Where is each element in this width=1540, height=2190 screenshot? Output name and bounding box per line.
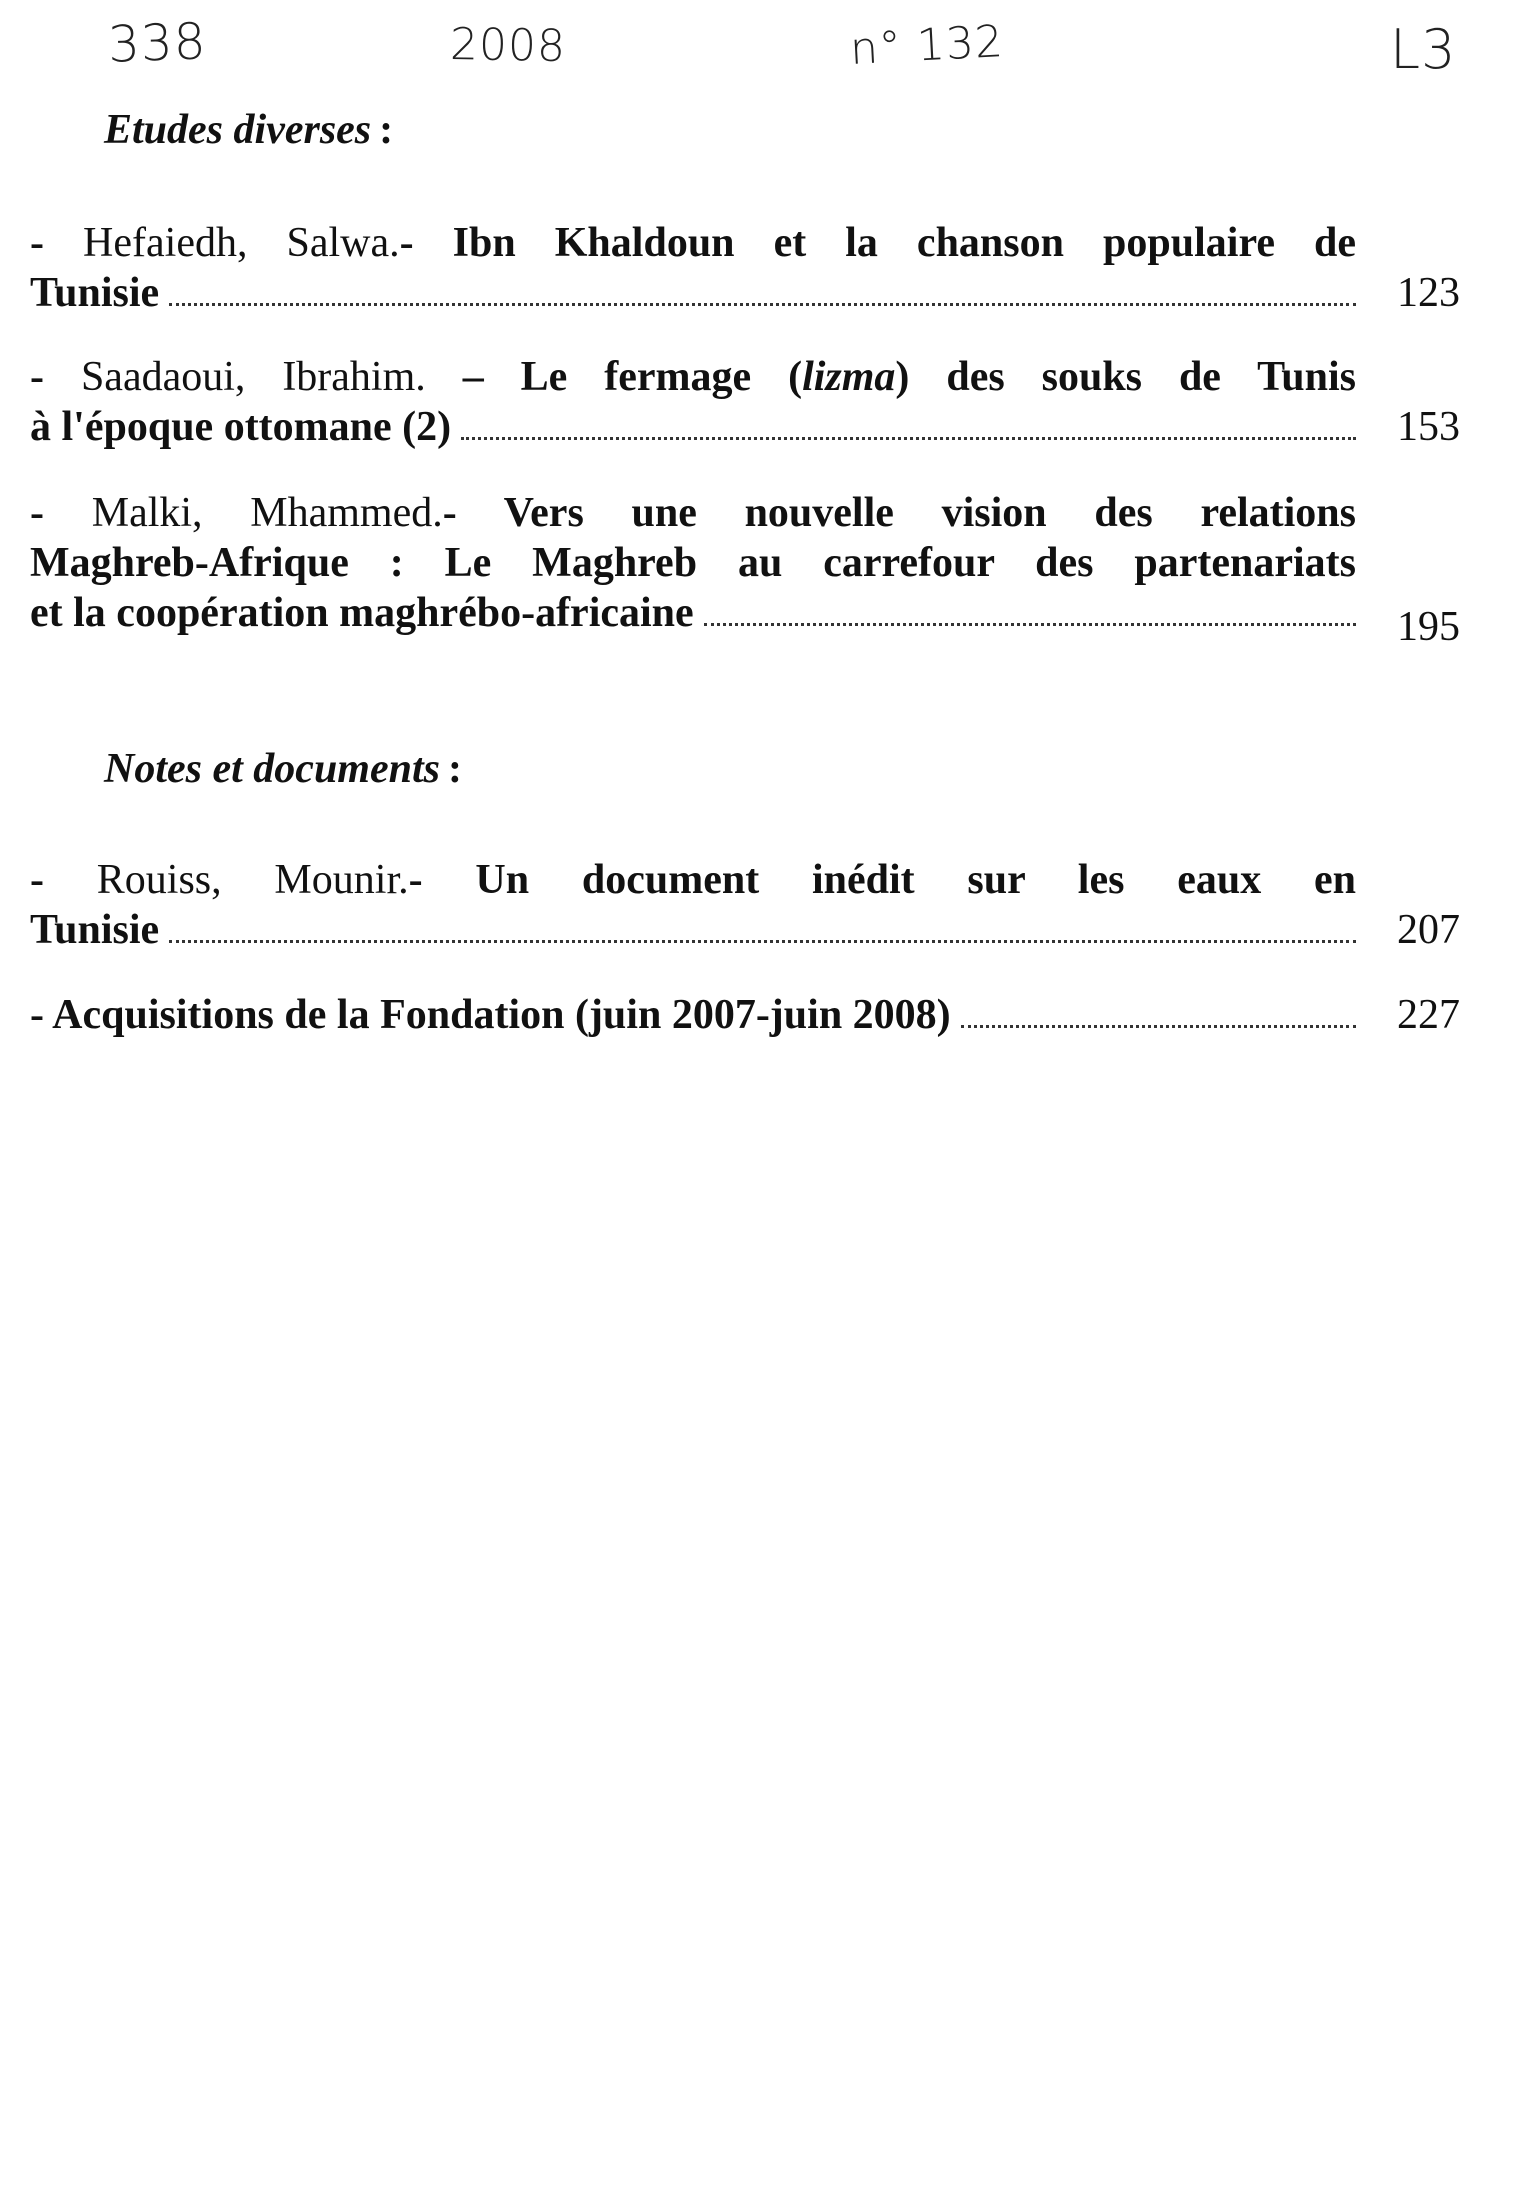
- entry-author: Malki, Mhammed.: [91, 490, 443, 536]
- toc-entry-acquisitions: [30, 990, 1460, 1040]
- entry-dash: -: [30, 354, 44, 400]
- toc-entry-rouiss: [30, 855, 1460, 955]
- entry-title-end: Tunisie: [30, 270, 160, 316]
- page-number: 207: [1397, 907, 1460, 953]
- section-heading-text: Etudes diverses: [104, 107, 372, 153]
- dot-leader: [169, 939, 1356, 943]
- toc-entry-saadaoui: [30, 352, 1460, 452]
- entry-line: [30, 488, 1356, 538]
- entry-last-line: [30, 905, 1460, 955]
- dot-leader: [169, 302, 1356, 306]
- handwritten-issue: n° 132: [848, 16, 1006, 75]
- entry-dash: -: [30, 490, 44, 536]
- entry-title: - Vers une nouvelle vision des relations: [442, 490, 1356, 536]
- page-number: 227: [1397, 992, 1460, 1038]
- entry-title-end: à l'époque ottomane (2): [30, 404, 452, 450]
- entry-line: [30, 352, 1356, 402]
- section-heading-text: Notes et documents: [104, 746, 440, 792]
- entry-dash: -: [30, 220, 44, 266]
- section-heading-etudes: [104, 106, 393, 154]
- entry-line: Maghreb-Afrique : Le Maghreb au carrefour des partenariats: [30, 540, 1356, 586]
- entry-dash: -: [30, 857, 44, 903]
- entry-title-rest: ) des souks de Tunis: [895, 354, 1357, 400]
- entry-title-end: - Acquisitions de la Fondation (juin 2007-juin 2008): [30, 992, 951, 1038]
- section-heading-colon: :: [447, 746, 462, 792]
- handwritten-ref: 338: [107, 12, 208, 74]
- entry-author: Hefaiedh, Salwa.: [83, 220, 400, 266]
- page-number: 123: [1397, 270, 1460, 316]
- page-number: 195: [1397, 604, 1460, 650]
- entry-title-italic: lizma: [802, 354, 896, 400]
- entry-line: [30, 218, 1356, 268]
- entry-last-line: [30, 990, 1460, 1040]
- handwritten-code: L3: [1390, 18, 1457, 81]
- entry-author: Saadaoui, Ibrahim.: [80, 354, 426, 400]
- entry-last-line: [30, 588, 1460, 650]
- dot-leader: [461, 436, 1356, 440]
- toc-entry-hefaiedh: [30, 218, 1460, 318]
- entry-title: - Ibn Khaldoun et la chanson populaire de: [399, 220, 1356, 266]
- entry-title: - Un document inédit sur les eaux en: [408, 857, 1357, 903]
- section-heading-notes: [104, 745, 462, 793]
- entry-last-line: [30, 402, 1460, 452]
- page-number: 153: [1397, 404, 1460, 450]
- entry-last-line: [30, 268, 1460, 318]
- section-heading-colon: :: [379, 107, 394, 153]
- handwritten-year: 2008: [449, 18, 567, 73]
- dot-leader: [961, 1024, 1356, 1028]
- entry-title-end: et la coopération maghrébo-africaine: [30, 590, 694, 636]
- toc-entry-malki: [30, 488, 1460, 650]
- entry-title: – Le fermage (: [462, 354, 803, 400]
- dot-leader: [704, 622, 1356, 626]
- entry-title-end: Tunisie: [30, 907, 160, 953]
- entry-line: [30, 855, 1356, 905]
- entry-author: Rouiss, Mounir.: [96, 857, 409, 903]
